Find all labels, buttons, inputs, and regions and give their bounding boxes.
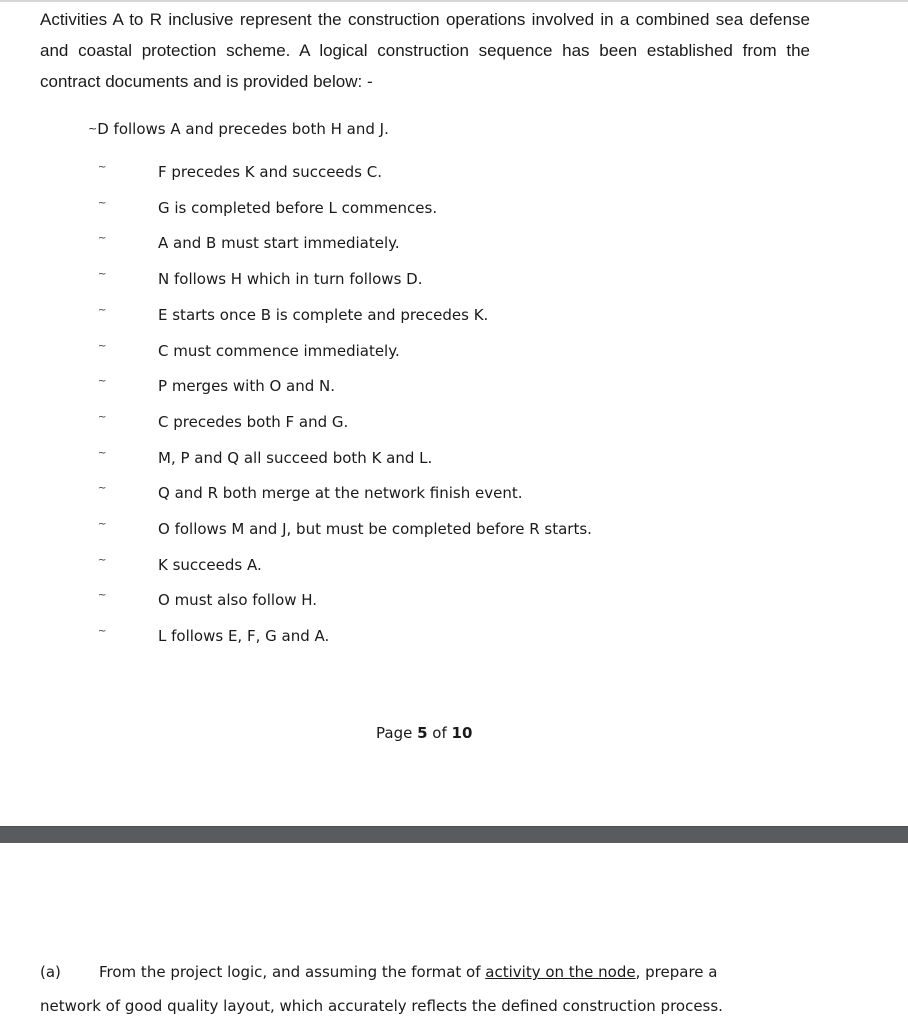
rule-bullet: ~ (98, 555, 107, 566)
rule-text: G is completed before L commences. (158, 199, 438, 217)
rule-bullet: ~ (98, 198, 107, 209)
rule-text: A and B must start immediately. (158, 234, 400, 252)
intro-paragraph: Activities A to R inclusive represent the construction operations involved in a combined sea defense and coastal protection scheme. A logical construction sequence has been established from the contract documents and is provided below: - (40, 10, 810, 91)
rule-text: F precedes K and succeeds C. (158, 163, 383, 181)
page-current: 5 (417, 724, 428, 742)
rule-text: O follows M and J, but must be completed before R starts. (158, 520, 592, 538)
page-total: 10 (451, 724, 473, 742)
rule-text: N follows H which in turn follows D. (158, 270, 423, 288)
rule-item (0, 303, 700, 327)
rule-item (0, 160, 700, 184)
question-label: (a) (40, 963, 61, 981)
question-line-2: network of good quality layout, which accurately reflects the defined construction process. (40, 997, 723, 1015)
rule-text: O must also follow H. (158, 591, 318, 609)
rule-bullet: ~ (98, 269, 107, 280)
page-separator (0, 826, 908, 843)
rule-text: C must commence immediately. (158, 342, 400, 360)
rule-text: C precedes both F and G. (158, 413, 349, 431)
rule-bullet: ~ (98, 162, 107, 173)
rule-bullet: ~ (98, 233, 107, 244)
rule-item (0, 624, 700, 648)
rule-text: K succeeds A. (158, 556, 262, 574)
first-rule (88, 118, 389, 140)
rule-text: Q and R both merge at the network finish event. (158, 484, 523, 502)
rule-item (0, 410, 700, 434)
rule-bullet: ~ (98, 519, 107, 530)
rule-bullet: ~ (88, 122, 98, 135)
rule-bullet: ~ (98, 483, 107, 494)
top-border (0, 0, 908, 2)
rule-item (0, 374, 700, 398)
rule-bullet: ~ (98, 590, 107, 601)
rule-item (0, 553, 700, 577)
rule-bullet: ~ (98, 376, 107, 387)
rule-text: E starts once B is complete and precedes K. (158, 306, 489, 324)
rule-item (0, 231, 700, 255)
rule-item (0, 446, 700, 470)
rule-item (0, 196, 700, 220)
rule-text: L follows E, F, G and A. (158, 627, 330, 645)
rule-item (0, 267, 700, 291)
rule-text: D follows A and precedes both H and J. (97, 120, 389, 138)
rule-bullet: ~ (98, 448, 107, 459)
rule-text: P merges with O and N. (158, 377, 336, 395)
page-number: Page 5 of 10 (376, 724, 473, 742)
rule-item (0, 481, 700, 505)
rule-text: M, P and Q all succeed both K and L. (158, 449, 433, 467)
rule-bullet: ~ (98, 341, 107, 352)
underlined-term: activity on the node (485, 963, 636, 981)
rule-bullet: ~ (98, 305, 107, 316)
rule-bullet: ~ (98, 626, 107, 637)
rule-bullet: ~ (98, 412, 107, 423)
rule-item (0, 339, 700, 363)
rule-item (0, 588, 700, 612)
rule-item (0, 517, 700, 541)
question-text: From the project logic, and assuming the format of activity on the node, prepare a (99, 963, 718, 981)
